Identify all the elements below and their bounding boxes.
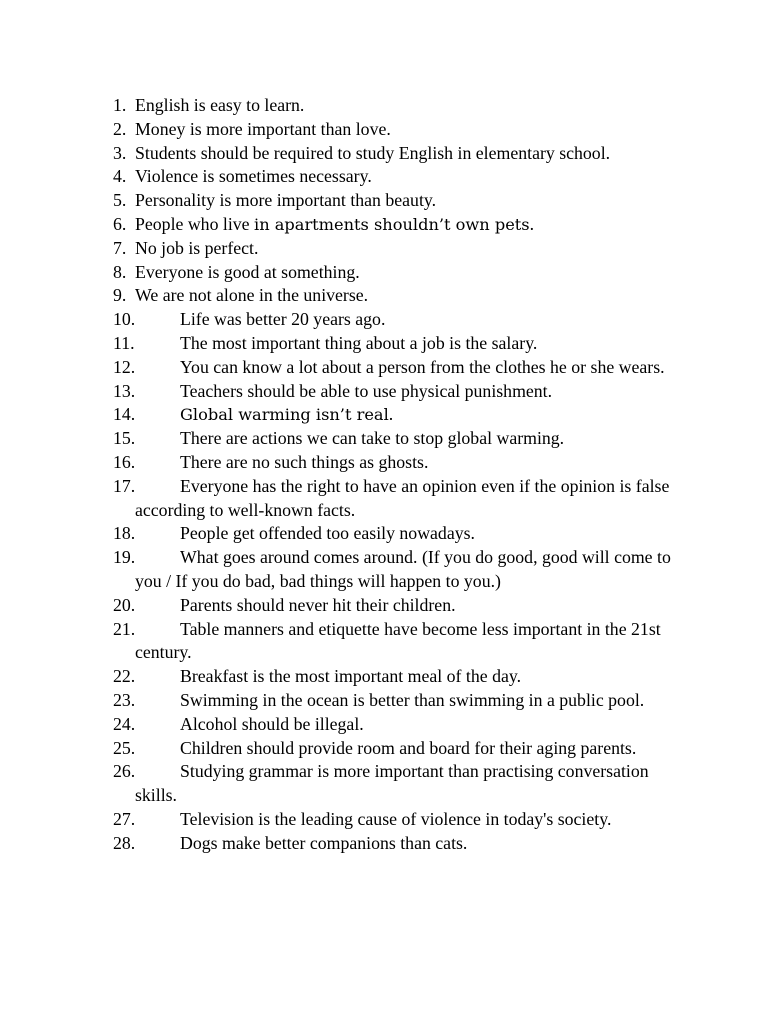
list-item — [113, 237, 693, 261]
list-item — [113, 308, 693, 332]
item-text: The most important thing about a job is the salary. — [180, 332, 538, 353]
item-text-period: . — [529, 213, 535, 234]
item-text: Violence is sometimes necessary. — [135, 166, 372, 187]
item-number: 15. — [113, 428, 136, 449]
item-text: Television is the leading cause of violence in today's society. — [180, 808, 612, 829]
item-number: 14. — [113, 404, 136, 425]
list-item — [113, 284, 693, 308]
item-text: What goes around comes around. (If you do good, good will come to you / If you do bad, bad things will happen to you.) — [135, 547, 671, 591]
item-number: 13. — [113, 380, 136, 401]
item-text: There are actions we can take to stop global warming. — [180, 428, 565, 449]
item-text: Everyone is good at something. — [135, 261, 360, 282]
item-text: Money is more important than love. — [135, 118, 391, 139]
list-item — [113, 665, 693, 689]
item-number: 23. — [113, 689, 136, 710]
item-text: People get offended too easily nowadays. — [180, 523, 475, 544]
item-number: 7. — [113, 237, 127, 258]
list-item — [113, 808, 693, 832]
list-item — [113, 261, 693, 285]
list-item — [113, 142, 693, 166]
list-item — [113, 451, 693, 475]
list-item — [113, 832, 693, 856]
item-text-alt-font: Global warming isn’t real — [180, 405, 389, 425]
item-number: 6. — [113, 213, 127, 234]
item-text: Everyone has the right to have an opinion even if the opinion is false according to well-known facts. — [135, 475, 670, 520]
item-text: Table manners and etiquette have become less important in the 21st century. — [135, 618, 661, 663]
item-number: 21. — [113, 618, 136, 639]
item-text: Parents should never hit their children. — [180, 594, 456, 615]
item-number: 18. — [113, 523, 136, 544]
item-number: 20. — [113, 594, 136, 615]
item-number: 16. — [113, 451, 136, 472]
item-text: Dogs make better companions than cats. — [180, 832, 468, 853]
item-text: Students should be required to study English in elementary school. — [135, 142, 611, 163]
item-number: 26. — [113, 761, 136, 782]
item-text-period: . — [388, 404, 394, 425]
list-item — [113, 760, 693, 808]
list-item — [113, 546, 693, 594]
list-item — [113, 356, 693, 380]
list-item — [113, 94, 693, 118]
item-number: 8. — [113, 261, 127, 282]
item-text: You can know a lot about a person from the clothes he or she wears. — [180, 356, 665, 377]
item-number: 10. — [113, 309, 136, 330]
list-item — [113, 403, 693, 427]
item-number: 5. — [113, 190, 127, 211]
list-item — [113, 380, 693, 404]
item-text: No job is perfect. — [135, 237, 259, 258]
item-number: 11. — [113, 332, 135, 353]
item-number: 28. — [113, 832, 136, 853]
list-item — [113, 165, 693, 189]
list-item — [113, 189, 693, 213]
item-text: English is easy to learn. — [135, 95, 305, 115]
list-item — [113, 689, 693, 713]
list-item — [113, 427, 693, 451]
item-text: We are not alone in the universe. — [135, 285, 369, 306]
item-text: Children should provide room and board for their aging parents. — [180, 737, 637, 758]
item-text: People who live — [135, 213, 255, 234]
item-number: 4. — [113, 166, 127, 187]
item-text: Personality is more important than beauty. — [135, 190, 437, 211]
item-number: 19. — [113, 547, 136, 568]
item-number: 17. — [113, 475, 136, 496]
item-text: Alcohol should be illegal. — [180, 713, 364, 734]
item-number: 2. — [113, 118, 127, 139]
item-text-alt-font: in apartments shouldn’t own pets — [254, 214, 530, 234]
list-item — [113, 713, 693, 737]
item-number: 1. — [113, 95, 127, 115]
list-item — [113, 737, 693, 761]
item-number: 9. — [113, 285, 127, 306]
item-number: 3. — [113, 142, 127, 163]
item-text: Teachers should be able to use physical punishment. — [180, 380, 553, 401]
statement-list — [113, 94, 693, 856]
item-text: Breakfast is the most important meal of the day. — [180, 666, 522, 687]
item-text: Swimming in the ocean is better than swimming in a public pool. — [180, 689, 645, 710]
item-number: 22. — [113, 666, 136, 687]
list-item — [113, 118, 693, 142]
item-text: Life was better 20 years ago. — [180, 309, 386, 330]
item-number: 12. — [113, 356, 136, 377]
list-item — [113, 618, 693, 666]
item-text: Studying grammar is more important than practising conversation skills. — [135, 761, 649, 806]
item-number: 24. — [113, 713, 136, 734]
list-item — [113, 475, 693, 523]
item-number: 25. — [113, 737, 136, 758]
list-item — [113, 522, 693, 546]
item-text: There are no such things as ghosts. — [180, 451, 429, 472]
list-item — [113, 594, 693, 618]
item-number: 27. — [113, 808, 136, 829]
list-item — [113, 213, 693, 237]
list-item — [113, 332, 693, 356]
